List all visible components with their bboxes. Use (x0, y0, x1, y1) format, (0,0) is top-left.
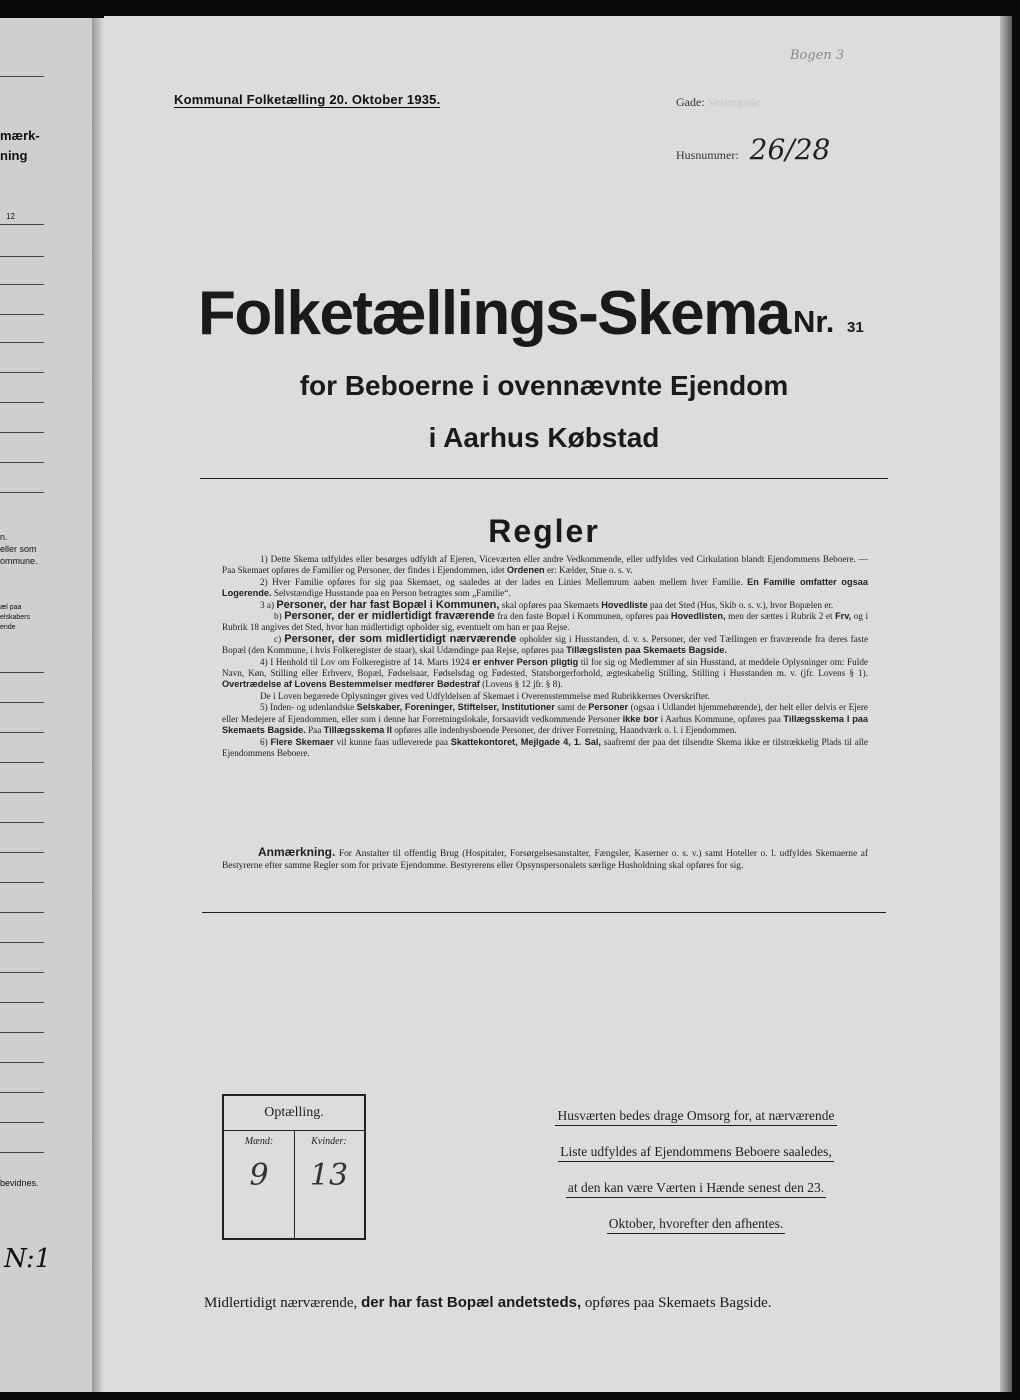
kvinder-column (294, 1130, 364, 1238)
form-number-value: 31 (846, 319, 864, 336)
left-rule (0, 912, 44, 913)
regler-heading: Regler (488, 513, 600, 549)
form-number (793, 304, 864, 340)
left-text: ning (0, 148, 28, 163)
rule-5: 5) Inden- og udenlandske Selskaber, Foreninger, Stiftelser, Institutioner samt de Personer (ogsaa i Udlandet hjemmehørende), der helt eller delvis er Ejere eller Medejere af Ejendommen, eller som i denne har Forretningslokale, forsaavidt vedkommende Personer ikke bor i Aarhus Kommune, opføres paa Tillægsskema I paa Skemaets Bagside. Paa Tillægsskema II opføres alle indenbysboende Personer, der driver Forretning, Haandværk o. l. i Ejendommen. (222, 702, 869, 736)
left-rule (0, 732, 44, 733)
gade-field (676, 95, 760, 110)
left-rule (0, 972, 44, 973)
left-rule (0, 852, 44, 853)
left-rule (0, 432, 44, 433)
anmaerkning-label: Anmærkning. (258, 845, 336, 859)
left-text: n. (0, 532, 8, 542)
left-rule (0, 256, 44, 257)
left-rule (0, 792, 44, 793)
left-text: ommune. (0, 556, 38, 566)
form-location: i Aarhus Købstad (428, 422, 660, 453)
left-rule (0, 1092, 44, 1093)
notice-text: at den kan være Værten i Hænde senest den 23. (566, 1179, 826, 1198)
maend-count: 9 (249, 1158, 269, 1193)
footer-note (204, 1294, 874, 1312)
left-rule (0, 372, 44, 373)
optaelling-box (222, 1094, 366, 1240)
notice-text: Liste udfyldes af Ejendommens Beboere saaledes, (558, 1143, 833, 1162)
notice-line (522, 1098, 870, 1134)
notice-line (522, 1170, 870, 1206)
corner-pencil-note: Bogen 3 (790, 48, 845, 63)
left-rule (0, 492, 44, 493)
husnummer-label: Husnummer: (676, 148, 739, 162)
anmaerkning-text: For Anstalter til offentlig Brug (Hospitaler, Forsørgelsesanstalter, Fængsler, Kaserner o. s. v.) samt Hoteller o. l. udfyldes Skemaerne af Bestyrerne efter samme Regler som for private Ejendomme. Bestyrerens eller Opsynspersonalets særlige Husholdning skal opføres for sig. (222, 849, 868, 871)
footer-bold: der har fast Bopæl andetsteds, (361, 1294, 582, 1311)
bottom-divider (202, 912, 886, 913)
optaelling-heading: Optælling. (224, 1096, 364, 1131)
left-rule (0, 76, 44, 77)
left-page-fragment (0, 18, 96, 1392)
left-rule (0, 1122, 44, 1123)
census-header-title: Kommunal Folketælling 20. Oktober 1935. (174, 92, 441, 107)
left-text: bevidnes. (0, 1178, 39, 1188)
left-rule (0, 284, 44, 285)
left-handwritten-number: N:1 (4, 1244, 52, 1274)
left-rule (0, 1062, 44, 1063)
notice-line (522, 1134, 870, 1170)
left-rule (0, 882, 44, 883)
form-title: Folketællings-Skema (198, 279, 790, 348)
left-rule (0, 672, 44, 673)
left-rule (0, 224, 44, 225)
notice-line (522, 1206, 870, 1242)
notice-text: Husværten bedes drage Omsorg for, at nærværende (555, 1107, 836, 1126)
maend-column (224, 1130, 295, 1238)
rules-text (222, 554, 868, 759)
left-text: ende (0, 624, 16, 631)
rule-4b: De i Loven begærede Oplysninger gives ved Udfyldelsen af Skemaet i Overensstemmelse med Rubrikkernes Overskrifter. (260, 690, 710, 701)
husnummer-field (676, 133, 830, 166)
left-rule (0, 1002, 44, 1003)
left-rule (0, 942, 44, 943)
anmaerkning-note (222, 846, 868, 872)
rule-3a: 3 a) Personer, der har fast Bopæl i Kommunen, skal opføres paa Skemaets Hovedliste paa det Sted (Hus, Skib o. s. v.), hvor Bopælen er. (260, 598, 834, 611)
notice-text: Oktober, hvorefter den afhentes. (607, 1215, 786, 1234)
maend-label: Mænd: (244, 1136, 274, 1147)
title-divider (200, 478, 888, 479)
rule-4: 4) I Henhold til Lov om Folkeregistre af 14. Marts 1924 er enhver Person pligtig til for sig og Medlemmer af sin Husstand, at meddele Oplysninger om: Fulde Navn, Køn, Stilling eller Erhverv, Bopæl, Fødselsaar, Fødselsdag og Fødested, Statsborgerforhold, ægteskabelig Stilling, Stilling i Husstanden m. v. (jfr. Lovens § 1). Overtrædelse af Lovens Bestemmelser medfører Bødestraf (Lovens § 12 jfr. § 8). (222, 656, 868, 690)
kvinder-label: Kvinder: (311, 1136, 347, 1147)
gade-value: Vestergade (707, 95, 760, 109)
left-text: elskabers (0, 614, 30, 621)
left-rule (0, 342, 44, 343)
rule-6: 6) Flere Skemaer vil kunne faas udleverede paa Skattekontoret, Mejlgade 4, 1. Sal, saafremt der paa det tilsendte Skema ikke er tilstrækkelig Plads til alle Ejendommens Beboere. (222, 736, 869, 758)
left-col-number: 12 (6, 212, 15, 221)
form-number-label: Nr. (793, 304, 835, 339)
left-rule (0, 462, 44, 463)
kvinder-count: 13 (309, 1158, 349, 1193)
husnummer-value: 26/28 (749, 133, 831, 166)
left-rule (0, 402, 44, 403)
left-rule (0, 702, 44, 703)
rule-2: 2) Hver Familie opføres for sig paa Skemaet, og saaledes at der lades en Linies Mellemrum aaben mellem hver Familie. En Familie omfatter ogsaa Logerende. Selvstændige Husstande paa en Person betragtes som „Familie“. (222, 576, 868, 599)
form-subtitle: for Beboerne i ovennævnte Ejendom (299, 370, 789, 401)
rule-1: 1) Dette Skema udfyldes eller besørges udfyldt af Ejeren, Viceværten eller andre Vedkommende, eller udfyldes ved Cirkulation blandt Ejendommens Beboere. — Paa Skemaet opføres de Familier og Personer, der findes i Ejendommen, idet Ordenen er: Kælder, Stue o. s. v. (222, 554, 868, 576)
page-edge (1000, 16, 1012, 1392)
left-rule (0, 822, 44, 823)
left-rule (0, 762, 44, 763)
footer-pre: Midlertidigt nærværende, (204, 1295, 358, 1311)
rule-3c: c) Personer, der som midlertidigt nærværende opholder sig i Husstanden, d. v. s. Personer, der ved Tællingen er fraværende fra deres faste Bopæl (den Kommune, i hvis Folkeregister de staar), skal Udændinge paa Rejse, opføres paa Tillægslisten paa Skemaets Bagside. (222, 632, 869, 656)
rule-3b: b) Personer, der er midlertidigt fraværende fra den faste Bopæl i Kommunen, opføres paa Hovedlisten, men der sættes i Rubrik 2 et Frv, og i Rubrik 18 angives det Sted, hvor han midlertidigt opholder sig, eventuelt om han er paa Rejse. (222, 610, 869, 633)
gade-label: Gade: (676, 95, 705, 109)
left-text: æl paa (0, 604, 22, 611)
left-rule (0, 1152, 44, 1153)
left-rule (0, 1032, 44, 1033)
landlord-notice (522, 1098, 870, 1242)
footer-post: opføres paa Skemaets Bagside. (584, 1295, 772, 1311)
left-text: mærk- (0, 128, 40, 143)
left-rule (0, 314, 44, 315)
left-text: eller som (0, 544, 37, 554)
